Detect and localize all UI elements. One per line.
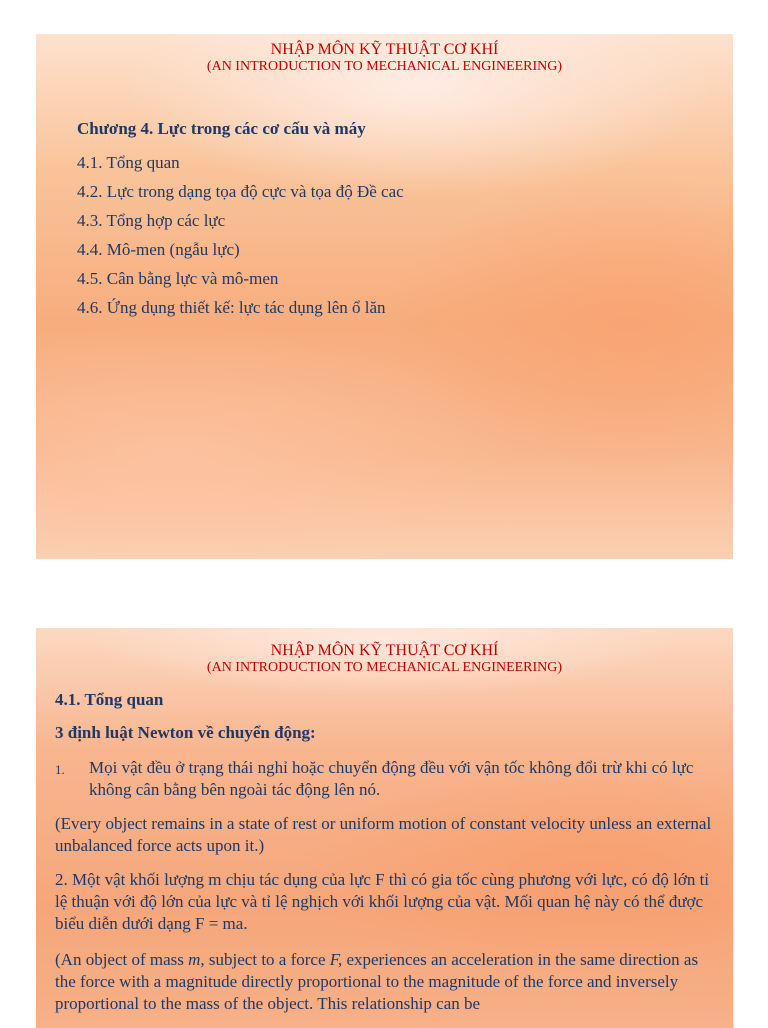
slide-1 bbox=[36, 34, 733, 559]
toc-item: 4.2. Lực trong dạng tọa độ cực và tọa độ Đề cac bbox=[77, 182, 404, 201]
toc-item: 4.1. Tổng quan bbox=[77, 153, 180, 172]
toc-item: 4.4. Mô-men (ngẫu lực) bbox=[77, 240, 240, 259]
newton-heading: 3 định luật Newton về chuyển động: bbox=[55, 723, 316, 742]
law-1-number: 1. bbox=[55, 762, 65, 777]
law-2-english: (An object of mass m, subject to a force F, experiences an acceleration in the same direction as the force with a magnitude directly proportional to the magnitude of the force and inversely proportional to the mass of the object. This relationship can be bbox=[55, 950, 699, 1013]
toc-item: 4.5. Cân bằng lực và mô-men bbox=[77, 269, 279, 288]
law-2-text: 2. Một vật khối lượng m chịu tác dụng của lực F thì có gia tốc cùng phương với lực, có độ lớn tỉ lệ thuận với độ lớn của lực và tỉ lệ nghịch với khối lượng của vật. Mối quan hệ này có thể được biểu diễn dưới dạng F = ma. bbox=[55, 870, 710, 933]
slide-subtitle: (AN INTRODUCTION TO MECHANICAL ENGINEERING) bbox=[206, 660, 563, 675]
chapter-heading: Chương 4. Lực trong các cơ cấu và máy bbox=[77, 119, 366, 138]
law-1-english: (Every object remains in a state of rest or uniform motion of constant velocity unless an external unbalanced force acts upon it.) bbox=[55, 814, 712, 855]
slide-2 bbox=[36, 628, 733, 1028]
law-1-text: Mọi vật đều ở trạng thái nghỉ hoặc chuyển động đều với vận tốc không đổi trừ khi có lực không cân bằng bên ngoài tác động lên nó. bbox=[89, 758, 694, 799]
slide-title: NHẬP MÔN KỸ THUẬT CƠ KHÍ bbox=[270, 642, 499, 659]
slide-title: NHẬP MÔN KỸ THUẬT CƠ KHÍ bbox=[270, 41, 499, 58]
table-of-contents bbox=[77, 148, 404, 322]
toc-item: 4.3. Tổng hợp các lực bbox=[77, 211, 226, 230]
toc-item: 4.6. Ứng dụng thiết kế: lực tác dụng lên ổ lăn bbox=[77, 298, 386, 317]
slide-subtitle: (AN INTRODUCTION TO MECHANICAL ENGINEERING) bbox=[206, 59, 563, 74]
section-heading: 4.1. Tổng quan bbox=[55, 690, 164, 709]
